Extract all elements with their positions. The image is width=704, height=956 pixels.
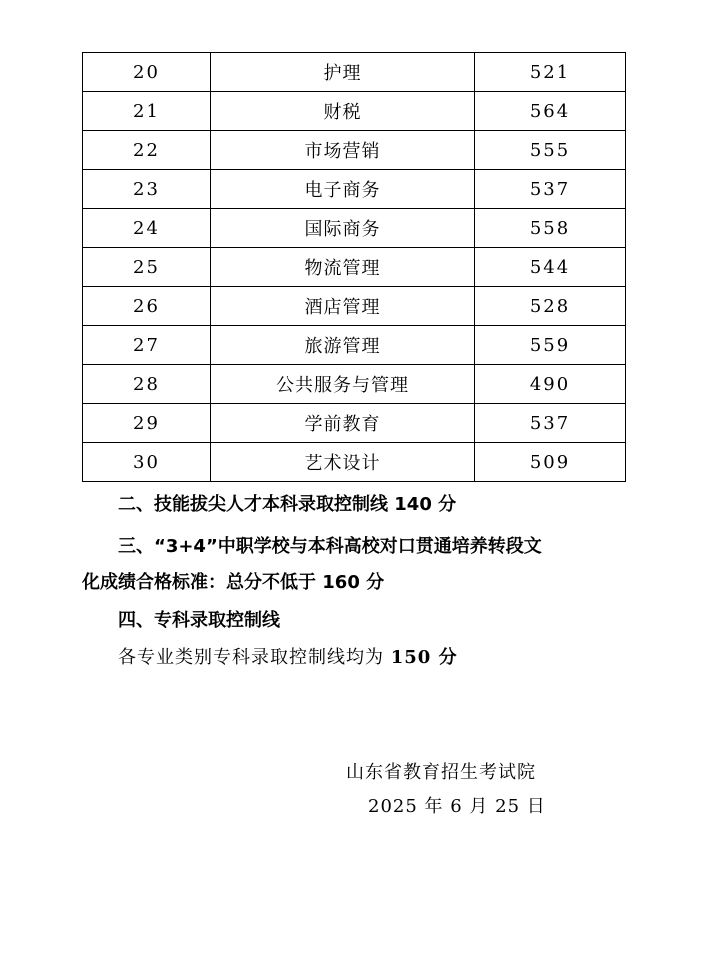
major-name: 国际商务 xyxy=(211,209,475,248)
table-row xyxy=(83,365,626,404)
table-row xyxy=(83,443,626,482)
major-name: 市场营销 xyxy=(211,131,475,170)
table-row xyxy=(83,326,626,365)
score-table-body xyxy=(83,53,626,482)
table-row xyxy=(83,287,626,326)
score-value: 544 xyxy=(475,248,626,287)
score-value: 509 xyxy=(475,443,626,482)
table-row xyxy=(83,92,626,131)
major-name: 电子商务 xyxy=(211,170,475,209)
table-row xyxy=(83,131,626,170)
row-number: 23 xyxy=(83,170,211,209)
row-number: 29 xyxy=(83,404,211,443)
major-name: 旅游管理 xyxy=(211,326,475,365)
table-row xyxy=(83,53,626,92)
skill-talent-line: 二、技能拔尖人才本科录取控制线 140 分 xyxy=(118,494,457,515)
table-row xyxy=(83,170,626,209)
major-name: 酒店管理 xyxy=(211,287,475,326)
major-name: 学前教育 xyxy=(211,404,475,443)
row-number: 25 xyxy=(83,248,211,287)
row-number: 24 xyxy=(83,209,211,248)
major-name: 艺术设计 xyxy=(211,443,475,482)
row-number: 22 xyxy=(83,131,211,170)
score-value: 521 xyxy=(475,53,626,92)
score-value: 537 xyxy=(475,404,626,443)
row-number: 21 xyxy=(83,92,211,131)
junior-college-title: 四、专科录取控制线 xyxy=(118,610,280,631)
row-number: 27 xyxy=(83,326,211,365)
major-name: 公共服务与管理 xyxy=(211,365,475,404)
pathway-standard-line-1: 三、“3+4”中职学校与本科高校对口贯通培养转段文 xyxy=(118,536,542,557)
pathway-standard-line-2: 化成绩合格标准：总分不低于 160 分 xyxy=(82,572,385,593)
row-number: 30 xyxy=(83,443,211,482)
score-table xyxy=(82,52,626,482)
row-number: 20 xyxy=(83,53,211,92)
score-value: 558 xyxy=(475,209,626,248)
score-value: 559 xyxy=(475,326,626,365)
major-name: 财税 xyxy=(211,92,475,131)
score-value: 555 xyxy=(475,131,626,170)
major-name: 护理 xyxy=(211,53,475,92)
table-row xyxy=(83,209,626,248)
junior-college-score: 150 分 xyxy=(390,647,458,668)
score-value: 490 xyxy=(475,365,626,404)
major-name: 物流管理 xyxy=(211,248,475,287)
score-value: 528 xyxy=(475,287,626,326)
row-number: 26 xyxy=(83,287,211,326)
score-value: 564 xyxy=(475,92,626,131)
row-number: 28 xyxy=(83,365,211,404)
table-row xyxy=(83,404,626,443)
junior-college-text xyxy=(118,643,458,669)
junior-college-text-body: 各专业类别专科录取控制线均为 xyxy=(118,647,391,668)
signature-date: 2025 年 6 月 25 日 xyxy=(368,796,546,817)
score-value: 537 xyxy=(475,170,626,209)
table-row xyxy=(83,248,626,287)
signature-organization: 山东省教育招生考试院 xyxy=(346,762,536,783)
